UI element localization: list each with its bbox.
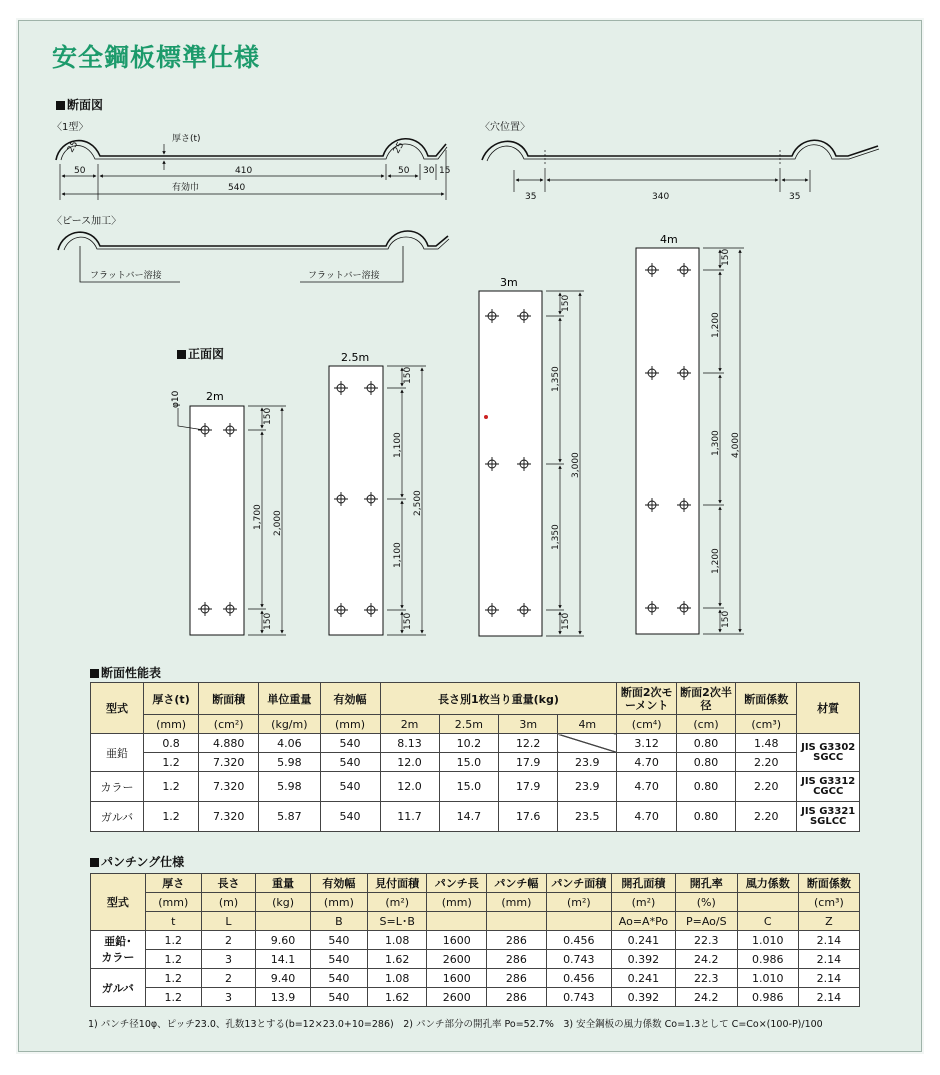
- table-cell: 15.0: [439, 753, 499, 772]
- punch-symbol-cell: Z: [798, 912, 859, 931]
- page-title: 安全鋼板標準仕様: [52, 43, 261, 72]
- perf-u-cm2: (cm²): [199, 715, 259, 734]
- panel-4m-d5: 150: [721, 610, 731, 628]
- punch-h-open-area: 開孔面積: [611, 874, 675, 893]
- panel-4m-d4: 1,200: [711, 548, 721, 574]
- perf-h-modulus: 断面係数: [736, 683, 797, 715]
- table-cell: 1.08: [367, 969, 427, 988]
- punch-h-punch-length: パンチ長: [427, 874, 487, 893]
- punch-h-effw: 有効幅: [310, 874, 367, 893]
- punch-symbol-cell: C: [737, 912, 798, 931]
- heading-punching: パンチング仕様: [90, 853, 184, 870]
- table-cell: 1.2: [143, 772, 198, 802]
- table-cell: 0.80: [676, 734, 735, 753]
- table-cell: 1.2: [145, 931, 201, 950]
- punch-h-open-ratio: 開孔率: [675, 874, 737, 893]
- punch-symbol-cell: t: [145, 912, 201, 931]
- panel-4m: [636, 233, 744, 634]
- table-cell: 2.14: [798, 950, 859, 969]
- table-cell: 0.456: [546, 931, 611, 950]
- table-cell: 4.06: [259, 734, 320, 753]
- panel-4m-total: 4,000: [731, 432, 741, 458]
- punch-unit-cell: (m²): [546, 893, 611, 912]
- table-cell: 14.1: [256, 950, 311, 969]
- table-cell: 2600: [427, 950, 487, 969]
- type1-effective-value: 540: [228, 183, 246, 193]
- table-cell: 8.13: [380, 734, 439, 753]
- table-cell: 2.14: [798, 988, 859, 1007]
- table-cell: 1.2: [143, 753, 198, 772]
- empty-slash-cell: [558, 734, 617, 753]
- table-cell: 0.743: [546, 950, 611, 969]
- punch-symbol-cell: [487, 912, 547, 931]
- table-cell: 0.743: [546, 988, 611, 1007]
- table-cell: 23.5: [558, 802, 617, 832]
- panel-2-5m-d4: 150: [403, 612, 413, 630]
- punching-table: [90, 873, 860, 1007]
- punch-h-thick: 厚さ: [145, 874, 201, 893]
- punch-symbol-cell: [256, 912, 311, 931]
- perf-u-mm1: (mm): [143, 715, 198, 734]
- panel-2m: [171, 390, 286, 635]
- panel-2m-name: 2m: [206, 390, 224, 403]
- table-cell: 2600: [427, 988, 487, 1007]
- panel-3m-d3: 1,350: [551, 524, 561, 550]
- punch-h-length: 長さ: [201, 874, 255, 893]
- table-cell: 3.12: [617, 734, 677, 753]
- perf-h-l25: 2.5m: [439, 715, 499, 734]
- panel-3m-name: 3m: [500, 276, 518, 289]
- perf-r0-material: JIS G3302 SGCC: [797, 734, 860, 772]
- table-cell: 22.3: [675, 931, 737, 950]
- table-cell: 3: [201, 988, 255, 1007]
- table-cell: 0.80: [676, 802, 735, 832]
- table-cell: 9.60: [256, 931, 311, 950]
- punch-unit-cell: (m²): [367, 893, 427, 912]
- piece-profile: [58, 231, 449, 250]
- punch-h-modulus: 断面係数: [798, 874, 859, 893]
- perf-h-l2: 2m: [380, 715, 439, 734]
- table-cell: 1.2: [145, 988, 201, 1007]
- table-cell: 1.2: [145, 969, 201, 988]
- panel-2m-d1: 150: [263, 407, 273, 425]
- type1-dim-410: 410: [235, 166, 253, 176]
- perf-r3-model: ガルバ: [91, 802, 144, 832]
- punch-unit-cell: (mm): [487, 893, 547, 912]
- perf-u-cm: (cm): [676, 715, 735, 734]
- table-cell: 540: [310, 969, 367, 988]
- punch-h-weight: 重量: [256, 874, 311, 893]
- punch-h-model: 型式: [91, 874, 146, 931]
- panel-4m-d2: 1,200: [711, 312, 721, 338]
- table-cell: 540: [320, 802, 380, 832]
- table-cell: 2.14: [798, 931, 859, 950]
- table-cell: 23.9: [558, 772, 617, 802]
- hole-profile: [482, 140, 879, 161]
- perf-h-l3: 3m: [499, 715, 558, 734]
- panel-2-5m-name: 2.5m: [341, 351, 370, 364]
- punch-group-zinc-color: 亜鉛･ カラー: [91, 931, 146, 969]
- table-cell: 0.80: [676, 753, 735, 772]
- table-cell: 1.62: [367, 950, 427, 969]
- type1-r25-right: 25: [391, 140, 407, 156]
- table-cell: 1.2: [145, 950, 201, 969]
- type1-dim-50-left: 50: [74, 166, 86, 176]
- table-cell: 540: [310, 931, 367, 950]
- perf-u-cm4: (cm⁴): [617, 715, 677, 734]
- panel-2-5m-d1: 150: [403, 366, 413, 384]
- table-cell: 286: [487, 950, 547, 969]
- type1-dim-50-right: 50: [398, 166, 410, 176]
- punch-symbol-cell: L: [201, 912, 255, 931]
- type1-effective-label: 有効巾: [172, 183, 200, 193]
- table-cell: 1.48: [736, 734, 797, 753]
- panel-2m-d2: 1,700: [253, 504, 263, 530]
- table-cell: 15.0: [439, 772, 499, 802]
- table-cell: 5.98: [259, 772, 320, 802]
- table-cell: 7.320: [199, 772, 259, 802]
- punch-group-galva: ガルバ: [91, 969, 146, 1007]
- panel-4m-d3: 1,300: [711, 430, 721, 456]
- perf-r0-model: 亜鉛: [91, 734, 144, 772]
- red-dot-marker: [484, 415, 488, 419]
- punch-symbol-cell: Ao=A*Po: [611, 912, 675, 931]
- perf-h-thick: 厚さ(t): [143, 683, 198, 715]
- perf-h-area: 断面積: [199, 683, 259, 715]
- table-cell: 7.320: [199, 753, 259, 772]
- table-cell: 540: [310, 950, 367, 969]
- table-cell: 540: [320, 753, 380, 772]
- punch-h-punch-width: パンチ幅: [487, 874, 547, 893]
- table-cell: 0.80: [676, 772, 735, 802]
- punch-unit-cell: (cm³): [798, 893, 859, 912]
- table-cell: 12.2: [499, 734, 558, 753]
- table-row: [91, 753, 860, 772]
- heading-front-view: 正面図: [177, 345, 224, 362]
- label-type1: 〈1型〉: [52, 122, 89, 133]
- footnote: 1) パンチ径10φ、ピッチ23.0、孔数13とする(b=12×23.0+10=286) 2) パンチ部分の開孔率 Po=52.7% 3) 安全鋼板の風力係数 Co=1.3として C=Co×(100-P)/100: [88, 1019, 823, 1030]
- table-cell: 1600: [427, 969, 487, 988]
- panel-2m-total: 2,000: [273, 510, 283, 536]
- type1-dimensions: [60, 144, 446, 200]
- panel-2-5m-total: 2,500: [413, 490, 423, 516]
- perf-h-radius: 断面2次半径: [676, 683, 735, 715]
- hole-dim-35-right: 35: [789, 192, 801, 202]
- hole-dim-35-left: 35: [525, 192, 537, 202]
- perf-h-l4: 4m: [558, 715, 617, 734]
- panel-2m-d3: 150: [263, 612, 273, 630]
- table-cell: 1.010: [737, 931, 798, 950]
- panel-4m-d1: 150: [721, 248, 731, 266]
- table-cell: 24.2: [675, 950, 737, 969]
- type1-thickness-label: 厚さ(t): [172, 134, 201, 144]
- punch-h-punch-area: パンチ面積: [546, 874, 611, 893]
- table-cell: 2.20: [736, 772, 797, 802]
- table-cell: 4.70: [617, 753, 677, 772]
- table-cell: 13.9: [256, 988, 311, 1007]
- table-cell: 0.456: [546, 969, 611, 988]
- punch-unit-cell: (kg): [256, 893, 311, 912]
- table-cell: 1.08: [367, 931, 427, 950]
- panel-3m-total: 3,000: [571, 452, 581, 478]
- table-cell: 0.986: [737, 988, 798, 1007]
- punch-h-wind-coef: 風力係数: [737, 874, 798, 893]
- piece-weld-right: フラットバー溶接: [308, 271, 380, 281]
- punch-h-visible-area: 見付面積: [367, 874, 427, 893]
- table-cell: 5.87: [259, 802, 320, 832]
- table-row: [91, 969, 860, 988]
- panel-3m-d1: 150: [561, 294, 571, 312]
- table-cell: 540: [320, 772, 380, 802]
- table-cell: 1.010: [737, 969, 798, 988]
- table-cell: 17.9: [499, 753, 558, 772]
- punch-symbol-cell: P=Ao/S: [675, 912, 737, 931]
- perf-h-unitw: 単位重量: [259, 683, 320, 715]
- table-cell: 2: [201, 969, 255, 988]
- table-cell: 17.6: [499, 802, 558, 832]
- table-row: [91, 802, 860, 832]
- punch-symbol-cell: B: [310, 912, 367, 931]
- punch-unit-cell: (%): [675, 893, 737, 912]
- table-cell: 2.20: [736, 802, 797, 832]
- table-cell: 2.20: [736, 753, 797, 772]
- panel-2m-phi: φ10: [171, 390, 181, 408]
- table-cell: 0.986: [737, 950, 798, 969]
- perf-h-moment: 断面2次モーメント: [617, 683, 677, 715]
- perf-h-material: 材質: [797, 683, 860, 734]
- table-cell: 23.9: [558, 753, 617, 772]
- label-hole-position: 〈穴位置〉: [480, 122, 530, 133]
- punch-symbol-cell: S=L･B: [367, 912, 427, 931]
- perf-h-model: 型式: [91, 683, 144, 734]
- punch-unit-cell: (mm): [310, 893, 367, 912]
- table-cell: 4.70: [617, 802, 677, 832]
- table-cell: 12.0: [380, 753, 439, 772]
- table-cell: 5.98: [259, 753, 320, 772]
- perf-h-lenw: 長さ別1枚当り重量(kg): [380, 683, 617, 715]
- punch-unit-cell: (mm): [145, 893, 201, 912]
- table-cell: 17.9: [499, 772, 558, 802]
- punch-symbol-cell: [427, 912, 487, 931]
- table-cell: 2: [201, 931, 255, 950]
- table-cell: 0.8: [143, 734, 198, 753]
- type1-dim-15: 15: [439, 166, 451, 176]
- panel-3m-d2: 1,350: [551, 366, 561, 392]
- table-cell: 1.2: [143, 802, 198, 832]
- punch-unit-cell: (mm): [427, 893, 487, 912]
- perf-h-effw: 有効幅: [320, 683, 380, 715]
- table-cell: 7.320: [199, 802, 259, 832]
- table-cell: 4.70: [617, 772, 677, 802]
- panel-2-5m-d2: 1,100: [393, 432, 403, 458]
- type1-profile: [56, 139, 447, 160]
- table-cell: 540: [310, 988, 367, 1007]
- table-cell: 3: [201, 950, 255, 969]
- panel-2-5m-d3: 1,100: [393, 542, 403, 568]
- table-row: [91, 988, 860, 1007]
- perf-u-cm3: (cm³): [736, 715, 797, 734]
- panel-3m: [479, 276, 584, 636]
- perf-r3-material: JIS G3321 SGLCC: [797, 802, 860, 832]
- table-cell: 11.7: [380, 802, 439, 832]
- type1-dim-30: 30: [423, 166, 435, 176]
- table-cell: 10.2: [439, 734, 499, 753]
- punch-unit-cell: (m²): [611, 893, 675, 912]
- table-cell: 0.241: [611, 931, 675, 950]
- type1-r25-left: 25: [65, 139, 81, 155]
- table-cell: 12.0: [380, 772, 439, 802]
- table-cell: 286: [487, 931, 547, 950]
- table-cell: 1600: [427, 931, 487, 950]
- punch-unit-cell: [737, 893, 798, 912]
- piece-weld-left: フラットバー溶接: [90, 271, 162, 281]
- perf-u-mm2: (mm): [320, 715, 380, 734]
- table-cell: 540: [320, 734, 380, 753]
- panel-2-5m: [329, 351, 426, 635]
- table-cell: 24.2: [675, 988, 737, 1007]
- table-row: [91, 772, 860, 802]
- table-cell: 22.3: [675, 969, 737, 988]
- table-cell: 0.392: [611, 950, 675, 969]
- table-cell: 9.40: [256, 969, 311, 988]
- table-cell: 286: [487, 969, 547, 988]
- table-cell: 2.14: [798, 969, 859, 988]
- perf-u-kgm: (kg/m): [259, 715, 320, 734]
- panel-4m-name: 4m: [660, 233, 678, 246]
- table-cell: 14.7: [439, 802, 499, 832]
- perf-r2-material: JIS G3312 CGCC: [797, 772, 860, 802]
- table-cell: 286: [487, 988, 547, 1007]
- table-cell: 4.880: [199, 734, 259, 753]
- heading-performance: 断面性能表: [90, 664, 161, 681]
- punch-unit-cell: (m): [201, 893, 255, 912]
- perf-r2-model: カラー: [91, 772, 144, 802]
- performance-table: [90, 682, 860, 832]
- panel-3m-d4: 150: [561, 612, 571, 630]
- table-cell: 0.241: [611, 969, 675, 988]
- heading-cross-section: 断面図: [56, 96, 103, 113]
- label-piece: 〈ピース加工〉: [52, 216, 122, 227]
- table-row: [91, 931, 860, 950]
- table-cell: 0.392: [611, 988, 675, 1007]
- table-row: [91, 734, 860, 753]
- table-row: [91, 950, 860, 969]
- punch-symbol-cell: [546, 912, 611, 931]
- table-cell: 1.62: [367, 988, 427, 1007]
- hole-dim-340: 340: [652, 192, 670, 202]
